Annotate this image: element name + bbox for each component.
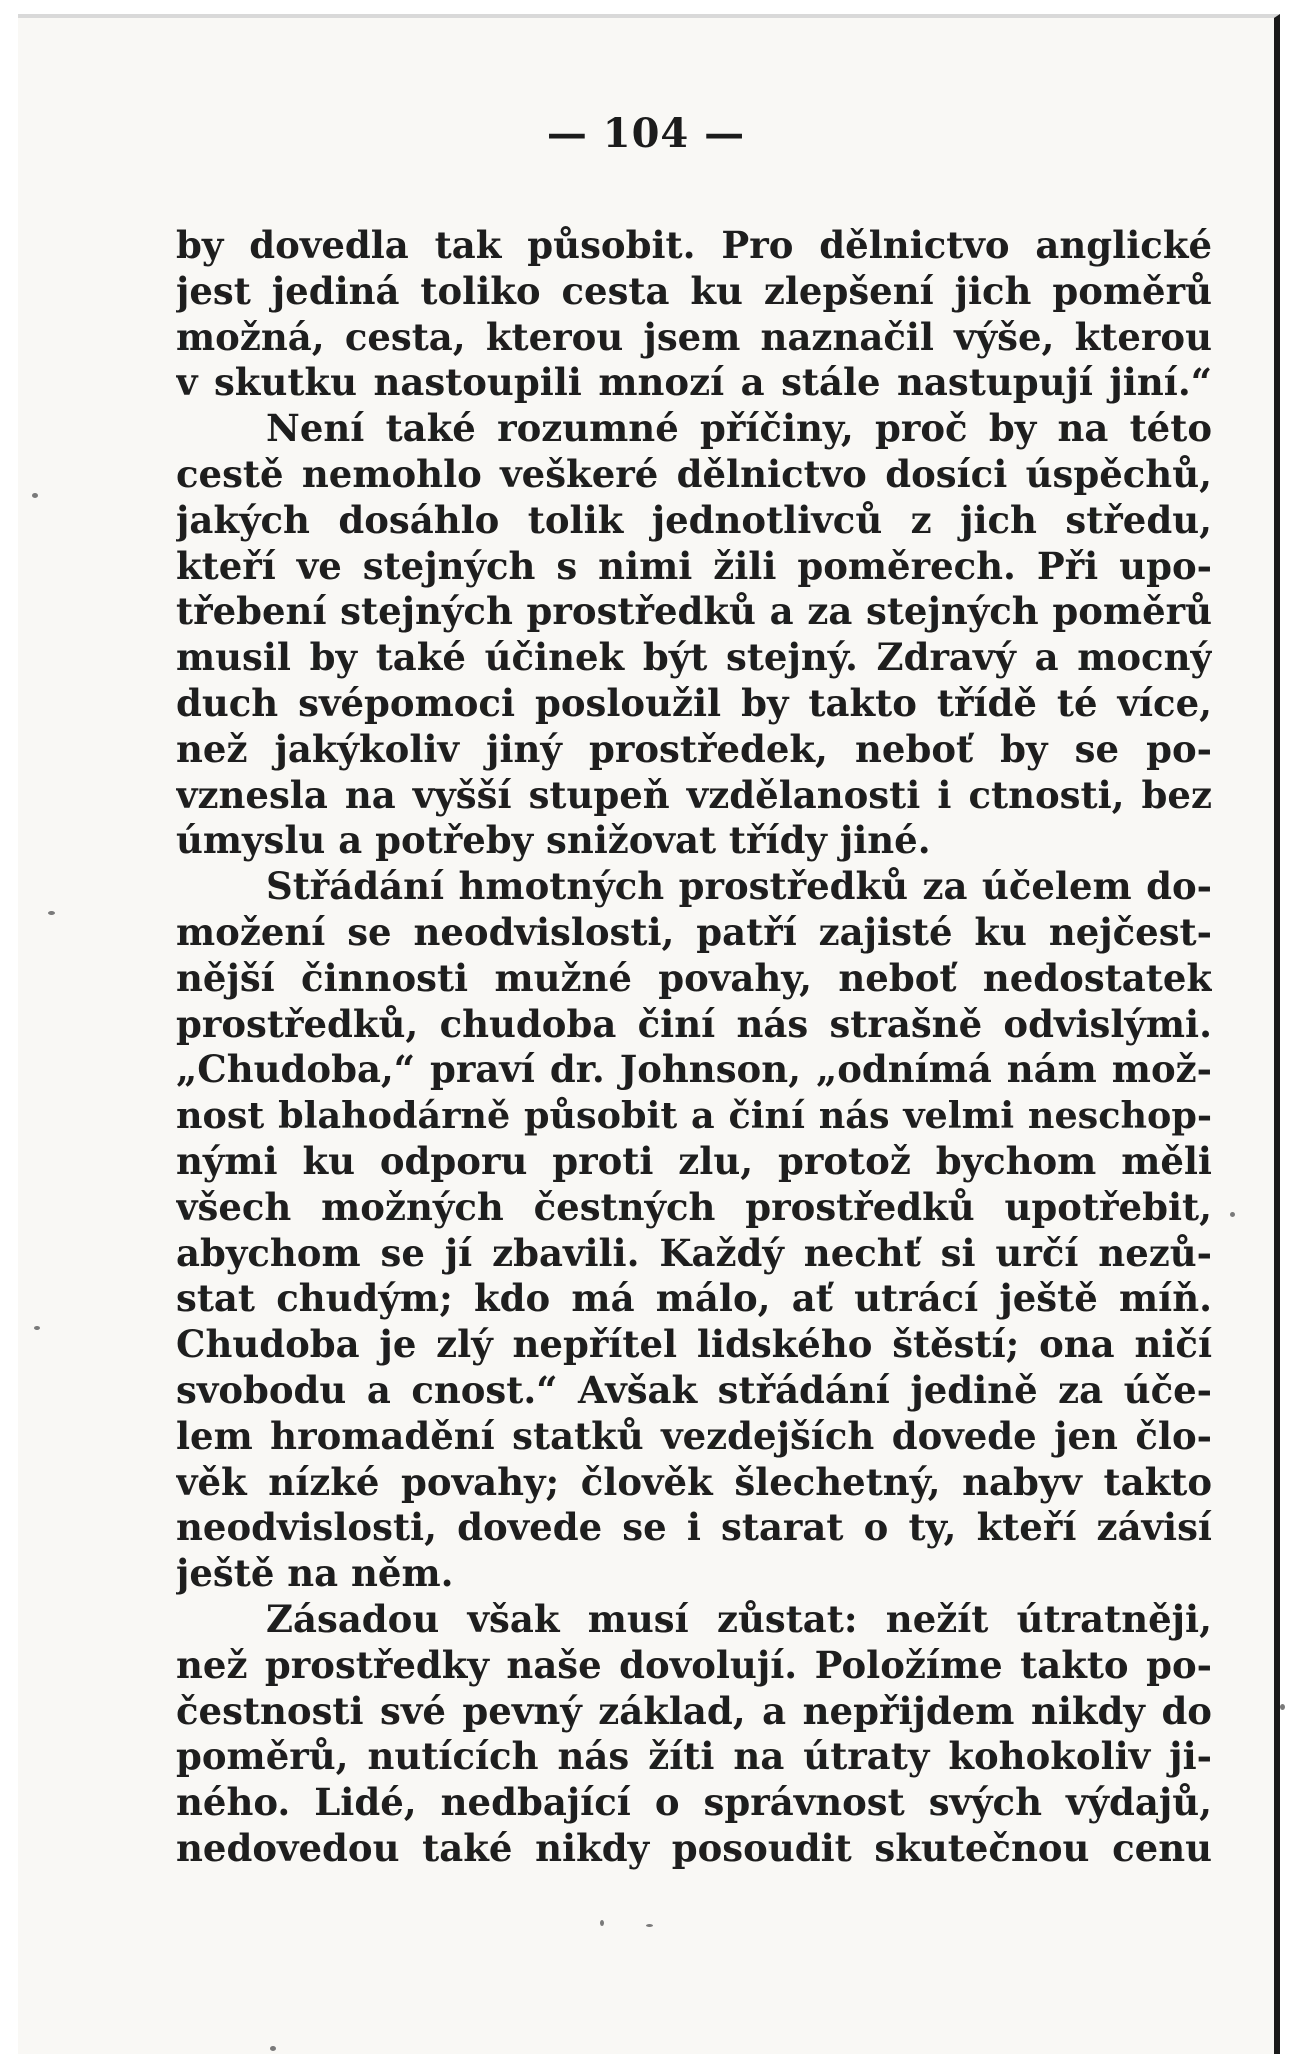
print-speck (600, 1920, 604, 1926)
print-speck (32, 493, 38, 498)
book-page (18, 14, 1280, 2054)
text-line: jest jediná toliko cesta ku zlepšení jich poměrů (176, 268, 1212, 313)
text-line: vznesla na vyšší stupeň vzdělanosti i ctnosti, bez (176, 772, 1212, 817)
text-line: poměrů, nutících nás žíti na útraty kohokoliv ji- (176, 1734, 1212, 1779)
text-line: nedovedou také nikdy posoudit skutečnou cenu (176, 1825, 1212, 1870)
text-line: svobodu a cnost.“ Avšak střádání jedině za úče- (176, 1367, 1212, 1412)
text-line: než jakýkoliv jiný prostředek, neboť by se po- (176, 726, 1212, 771)
print-speck (1280, 1704, 1285, 1710)
text-line: čestnosti své pevný základ, a nepřijdem nikdy do (176, 1688, 1212, 1733)
text-line: nými ku odporu proti zlu, protož bychom měli (176, 1138, 1212, 1183)
text-line: Chudoba je zlý nepřítel lidského štěstí; ona ničí (176, 1322, 1212, 1367)
print-speck (270, 2046, 276, 2051)
print-speck (48, 911, 55, 915)
text-line: nost blahodárně působit a činí nás velmi neschop- (176, 1094, 1212, 1138)
text-line: v skutku nastoupili mnozí a stále nastupují jiní.“ (176, 360, 1212, 405)
text-line: všech možných čestných prostředků upotřebit, (176, 1184, 1212, 1229)
text-line: „Chudoba,“ praví dr. Johnson, „odnímá nám mož- (176, 1047, 1212, 1092)
text-line: ného. Lidé, nedbající o správnost svých výdajů, (176, 1780, 1212, 1825)
text-line: nější činnosti mužné povahy, neboť nedostatek (176, 955, 1212, 1000)
text-line: než prostředky naše dovolují. Položíme takto po- (176, 1642, 1212, 1687)
text-line: Střádání hmotných prostředků za účelem do- (266, 864, 1212, 909)
print-speck (1230, 1212, 1235, 1217)
text-line: věk nízké povahy; člověk šlechetný, nabyv takto (176, 1459, 1212, 1504)
text-line: úmyslu a potřeby snižovat třídy jiné. (176, 818, 931, 863)
text-line: kteří ve stejných s nimi žili poměrech. Při upo- (176, 543, 1212, 588)
text-line: Zásadou však musí zůstat: nežít útratněji, (266, 1596, 1212, 1641)
text-line: neodvislosti, dovede se i starat o ty, kteří závisí (176, 1505, 1212, 1550)
text-line: Není také rozumné příčiny, proč by na této (266, 406, 1212, 451)
text-line: prostředků, chudoba činí nás strašně odvislými. (176, 1001, 1212, 1046)
body-text (176, 223, 1212, 1872)
text-line: stat chudým; kdo má málo, ať utrácí ještě míň. (176, 1276, 1212, 1321)
text-line: cestě nemohlo veškeré dělnictvo dosíci úspěchů, (176, 451, 1212, 496)
text-line: možení se neodvislosti, patří zajisté ku nejčest- (176, 909, 1212, 954)
text-line: musil by také účinek být stejný. Zdravý a mocný (176, 635, 1212, 680)
text-line: možná, cesta, kterou jsem naznačil výše, kterou (176, 314, 1212, 359)
text-line: lem hromadění statků vezdejších dovede jen člo- (176, 1413, 1212, 1458)
text-line: duch svépomoci posloužil by takto třídě té více, (176, 680, 1212, 725)
print-speck (646, 1924, 653, 1927)
text-line: ještě na něm. (176, 1551, 454, 1596)
text-line: jakých dosáhlo tolik jednotlivců z jich středu, (176, 497, 1212, 542)
text-line: třebení stejných prostředků a za stejných poměrů (176, 589, 1212, 634)
text-line: by dovedla tak působit. Pro dělnictvo anglické (176, 223, 1212, 267)
text-line: abychom se jí zbavili. Každý nechť si určí nezů- (176, 1230, 1212, 1275)
page-number: — 104 — (546, 110, 746, 157)
print-speck (34, 1326, 40, 1330)
